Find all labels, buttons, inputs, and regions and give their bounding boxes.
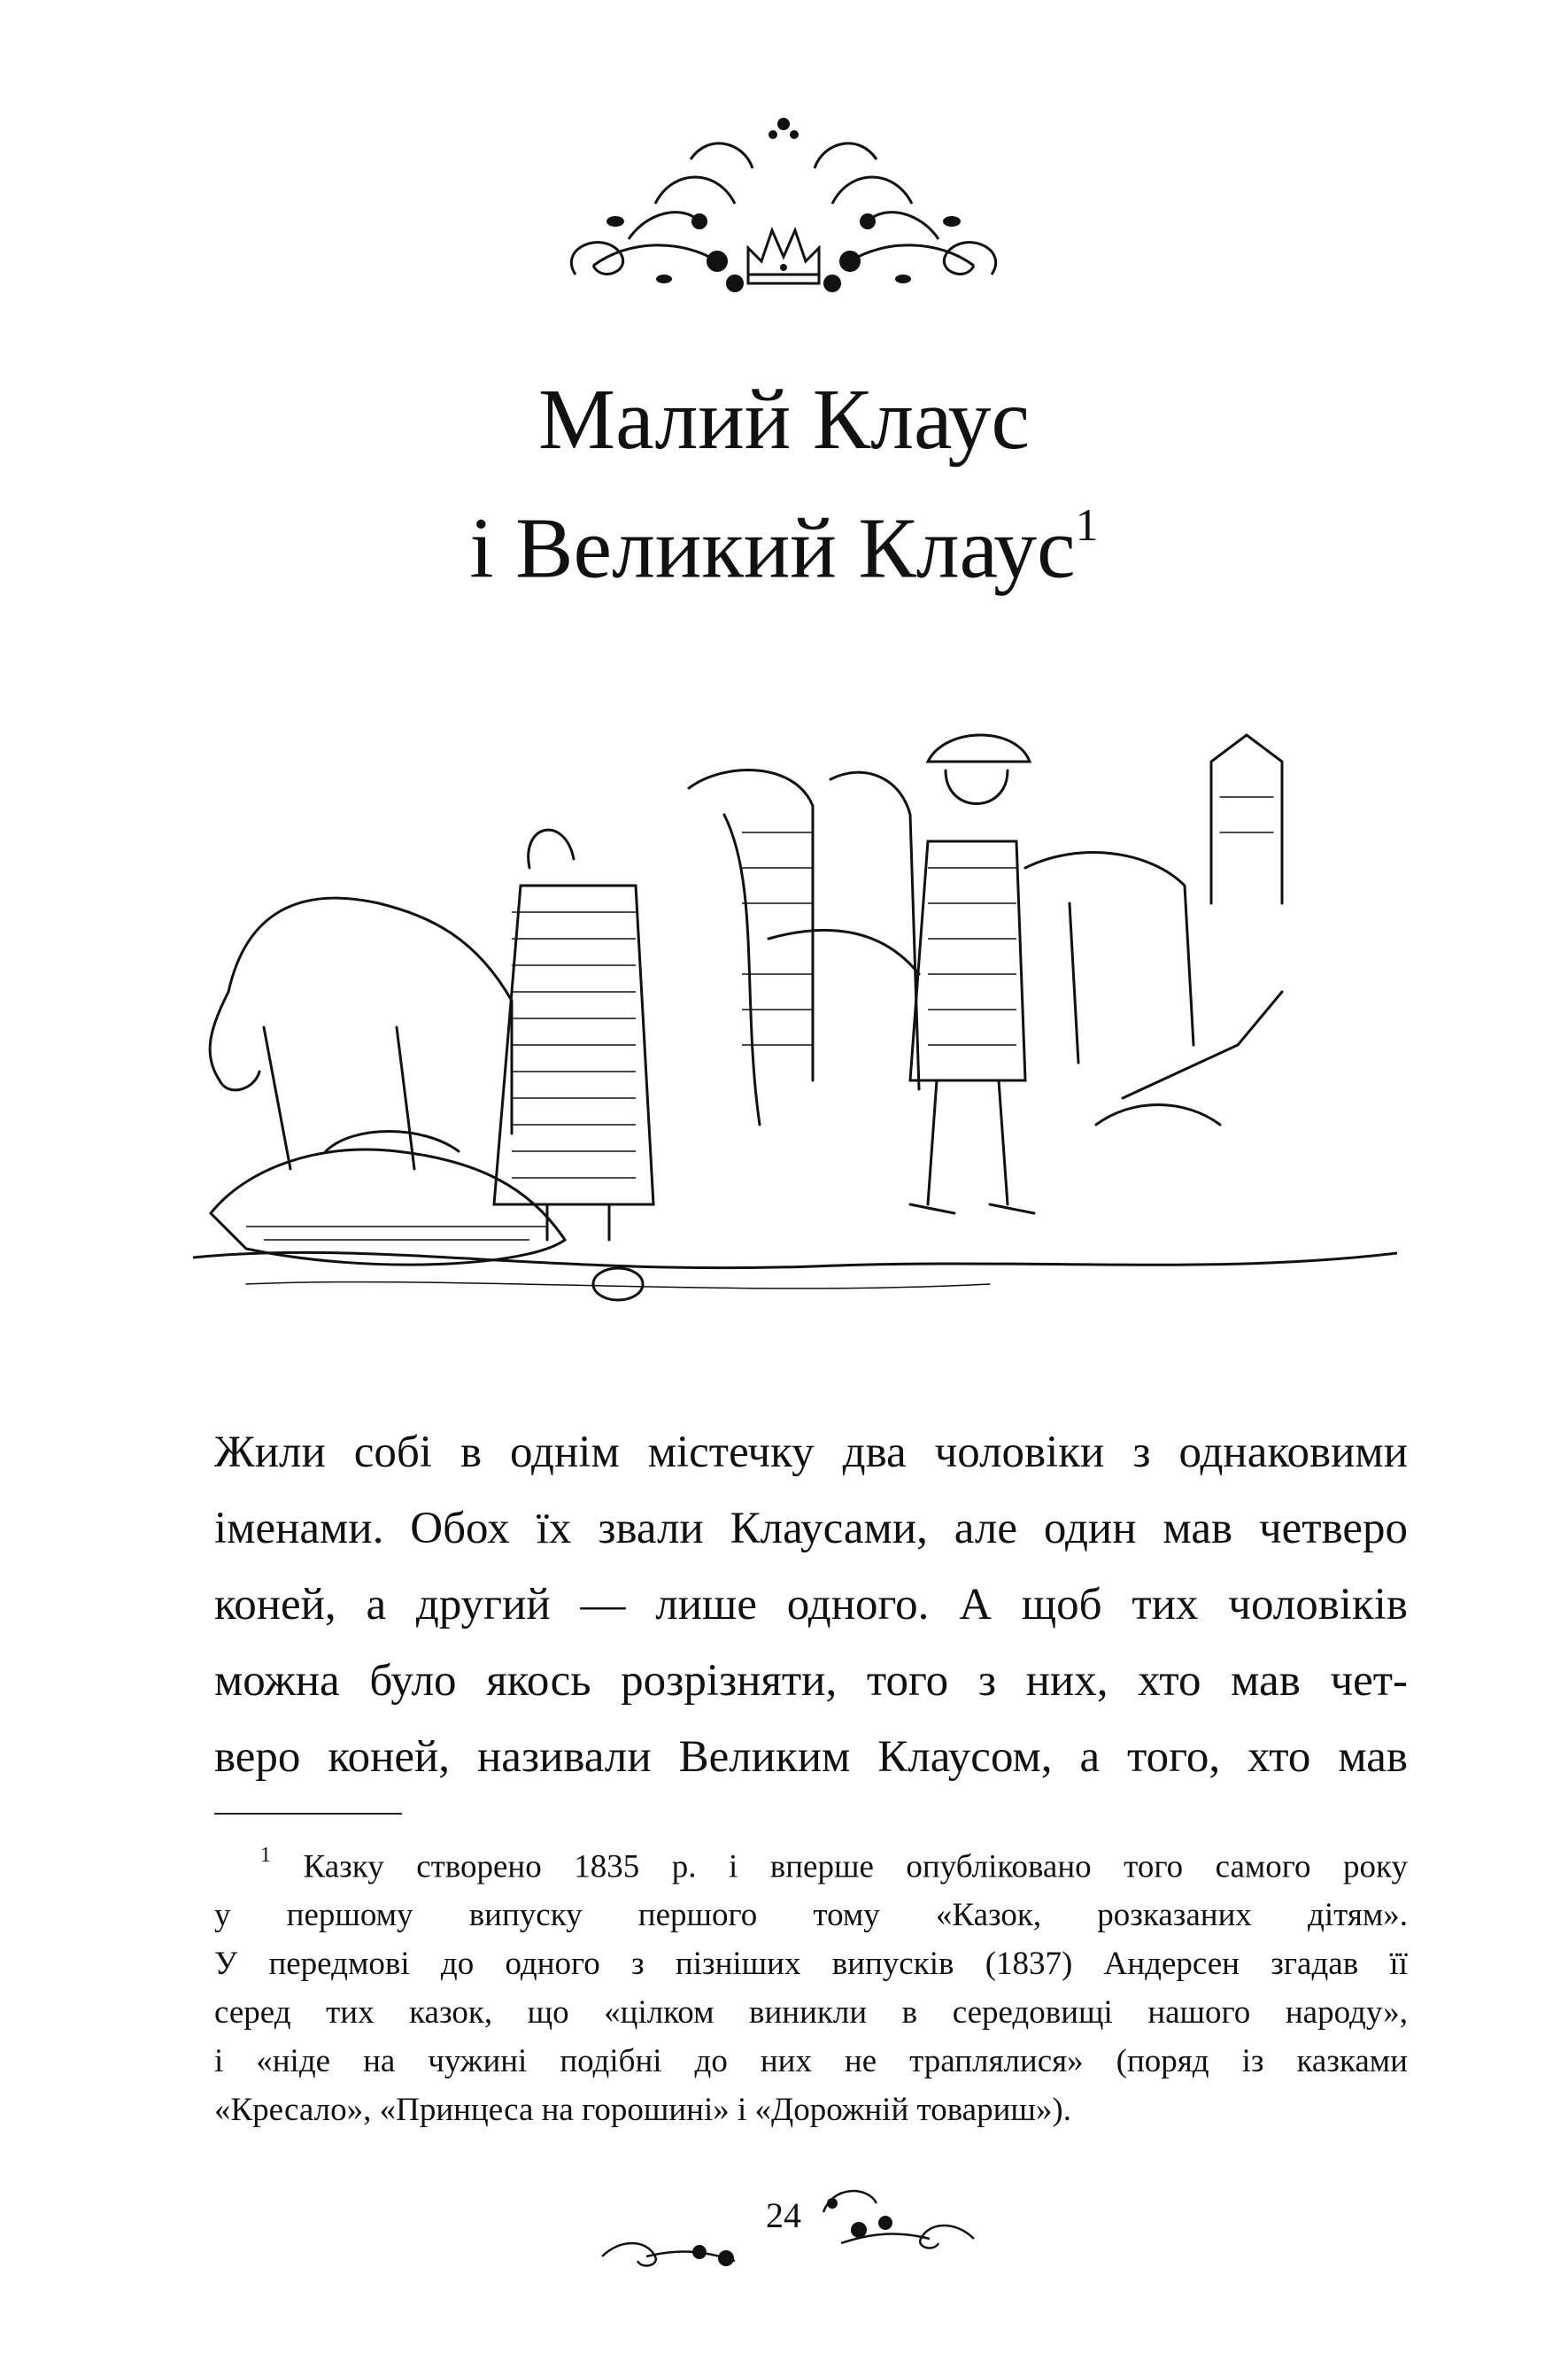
footnote [214,1835,1408,2134]
footnote-line: У передмові до одного з пізніших випусків (1837) Андерсен згадав її [214,1946,1408,1983]
story-line: Жили собі в однім містечку два чоловіки з однаковими [214,1428,1408,1477]
footnote-line: і «ніде на чужині подібні до них не траплялися» (поряд із казками [214,2043,1408,2080]
story-line: іменами. Обох їх звали Клаусами, але один мав четверо [214,1504,1408,1553]
page-number: 24 [766,2195,801,2235]
story-line: коней, а другий — лише одного. А щоб тих чоловіків [214,1580,1408,1629]
chapter-title [0,363,1568,606]
story-line: можна було якось розрізняти, того з них, хто мав чет- [214,1656,1408,1706]
story-line: веро коней, називали Великим Клаусом, а того, хто мав [214,1732,1408,1782]
title-line-2 [0,476,1568,606]
footnote-line: у першому випуску першого тому «Казок, розказаних дітям». [214,1897,1408,1934]
footnote-marker: 1 [260,1844,271,1867]
footnote-divider [214,1813,402,1815]
title-footnote-marker: 1 [1075,500,1099,551]
story-text [214,1414,1408,1795]
footnote-line: серед тих казок, що «цілком виникли в середовищі нашого народу», [214,1994,1408,2032]
crown-floral-ornament [549,106,1018,310]
title-line-2-text: і Великий Клаус [469,500,1076,597]
engraving-illustration [193,708,1397,1311]
footnote-line [214,1835,1408,1891]
title-line-1: Малий Клаус [537,372,1031,468]
footnote-line-text: Казку створено 1835 р. і вперше опубліковано того самого року [303,1848,1409,1885]
footnote-line: «Кресало», «Принцеса на горошині» і «Дорожній товариш»). [214,2092,1071,2129]
